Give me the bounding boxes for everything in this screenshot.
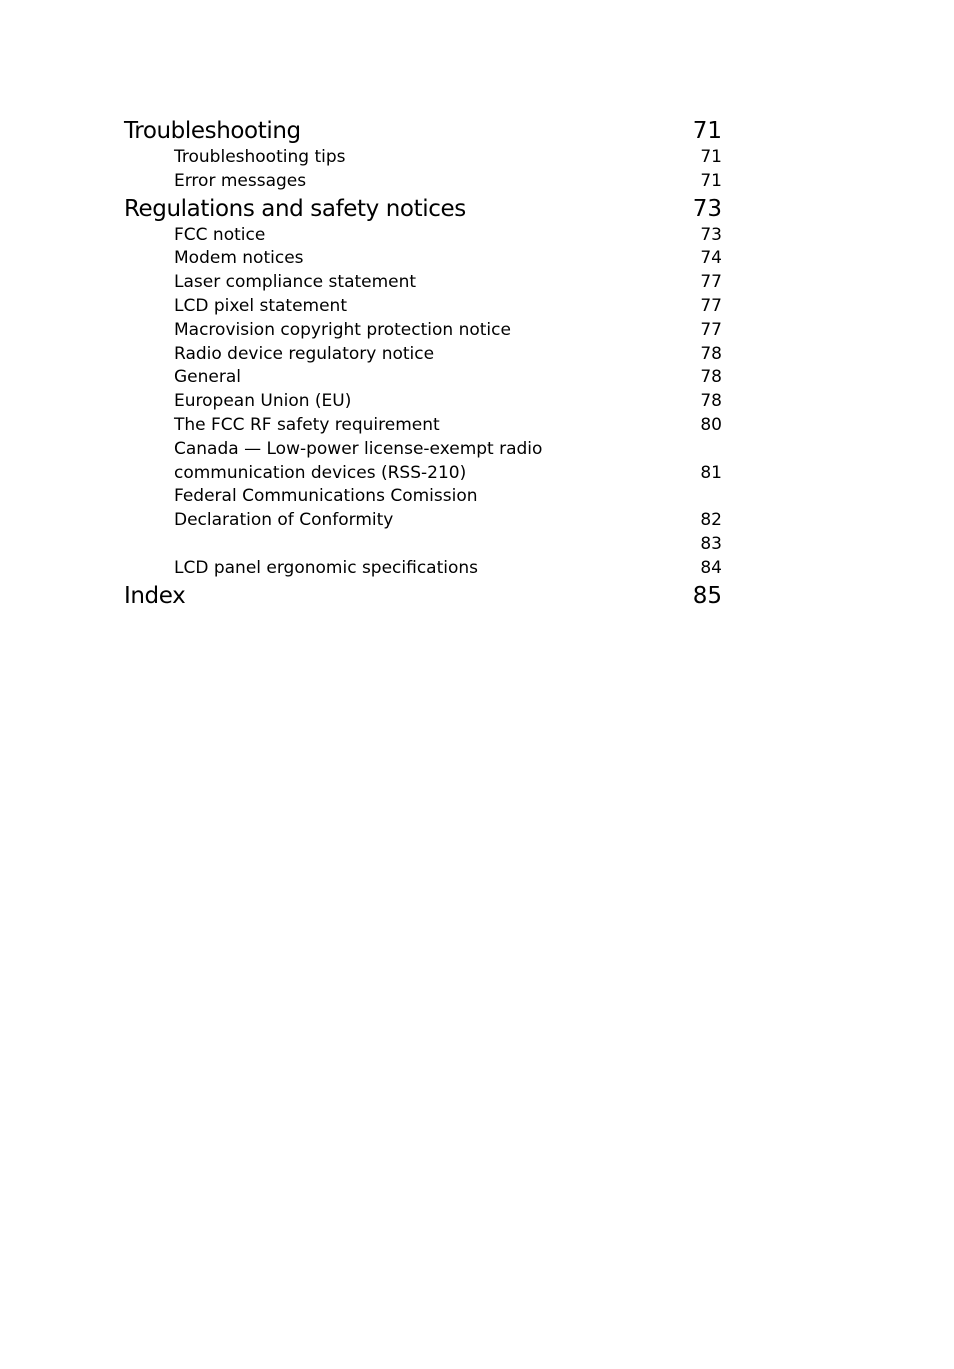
table-of-contents xyxy=(124,116,722,611)
toc-entry-untitled[interactable] xyxy=(124,533,722,557)
chapter-page-number: 71 xyxy=(692,118,722,144)
toc-chapter-index[interactable] xyxy=(124,581,722,611)
toc-entry-radio-device[interactable] xyxy=(124,343,722,367)
entry-title: FCC notice xyxy=(174,224,266,245)
entry-title-line-2: communication devices (RSS-210) xyxy=(174,462,467,483)
entry-title-line-1: Federal Communications Comission xyxy=(174,486,478,507)
entry-title: Radio device regulatory notice xyxy=(174,343,435,364)
entry-title: Macrovision copyright protection notice xyxy=(174,319,511,340)
toc-entry-european-union[interactable] xyxy=(124,390,722,414)
entry-title: The FCC RF safety requirement xyxy=(174,414,440,435)
toc-entry-general[interactable] xyxy=(124,366,722,390)
entry-page-number: 78 xyxy=(700,343,722,364)
entry-title: European Union (EU) xyxy=(174,391,352,412)
chapter-title: Troubleshooting xyxy=(124,118,301,144)
toc-entry-error-messages[interactable] xyxy=(124,170,722,194)
entry-page-number: 80 xyxy=(700,414,722,435)
toc-entry-modem-notices[interactable] xyxy=(124,247,722,271)
entry-page-number: 83 xyxy=(700,533,722,554)
entry-page-number: 77 xyxy=(700,295,722,316)
entry-page-number: 77 xyxy=(700,319,722,340)
entry-page-number: 78 xyxy=(700,391,722,412)
entry-title: LCD panel ergonomic specifications xyxy=(174,557,479,578)
entry-page-number: 84 xyxy=(700,557,722,578)
entry-title: Laser compliance statement xyxy=(174,272,417,293)
entry-page-number: 74 xyxy=(700,248,722,269)
toc-chapter-troubleshooting[interactable] xyxy=(124,116,722,146)
entry-title: LCD pixel statement xyxy=(174,295,347,316)
toc-entry-laser-compliance[interactable] xyxy=(124,271,722,295)
chapter-page-number: 73 xyxy=(692,195,722,222)
toc-entry-macrovision[interactable] xyxy=(124,319,722,343)
entry-title-line-1: Canada — Low-power license-exempt radio xyxy=(174,438,543,459)
toc-entry-lcd-ergonomic[interactable] xyxy=(124,557,722,581)
entry-title: General xyxy=(174,367,241,388)
toc-entry-fcc-notice[interactable] xyxy=(124,224,722,248)
entry-page-number: 78 xyxy=(700,367,722,388)
entry-title: Modem notices xyxy=(174,248,304,269)
entry-page-number: 77 xyxy=(700,272,722,293)
entry-title xyxy=(174,485,478,533)
chapter-title: Index xyxy=(124,582,186,609)
entry-page-number: 82 xyxy=(700,510,722,531)
entry-page-number: 73 xyxy=(700,224,722,245)
toc-chapter-regulations[interactable] xyxy=(124,194,722,224)
entry-title xyxy=(174,438,542,486)
entry-page-number: 81 xyxy=(700,462,722,483)
toc-entry-fcc-rf-safety[interactable] xyxy=(124,414,722,438)
entry-title: Troubleshooting tips xyxy=(174,147,346,167)
entry-page-number: 71 xyxy=(700,170,722,191)
toc-entry-canada-rss210[interactable] xyxy=(124,438,722,486)
entry-page-number: 71 xyxy=(700,147,722,167)
entry-title-line-2: Declaration of Conformity xyxy=(174,510,394,531)
toc-entry-fcc-declaration[interactable] xyxy=(124,485,722,533)
entry-title: Error messages xyxy=(174,170,307,191)
chapter-title: Regulations and safety notices xyxy=(124,195,466,222)
toc-entry-lcd-pixel[interactable] xyxy=(124,295,722,319)
chapter-page-number: 85 xyxy=(692,582,722,609)
toc-entry-troubleshooting-tips[interactable] xyxy=(124,146,722,170)
